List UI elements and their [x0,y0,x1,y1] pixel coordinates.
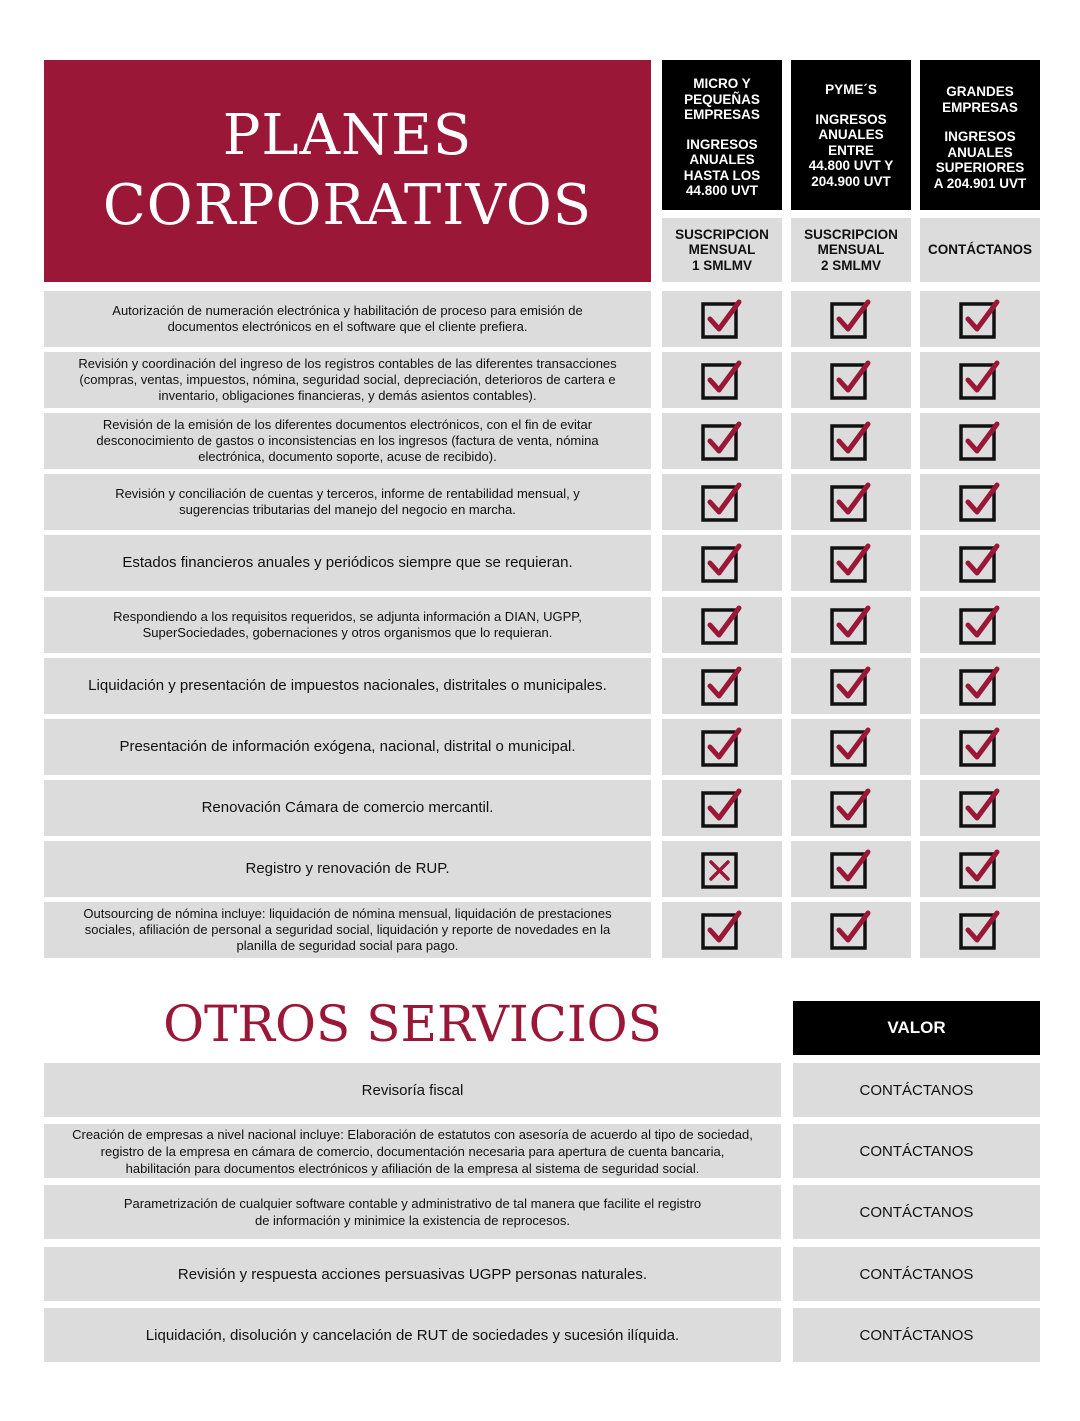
service-row [44,1247,781,1301]
checkbox-checked-icon [829,664,873,708]
feature-row [44,902,651,958]
plan-name-line: PYME´S [825,82,877,97]
feature-text-line: (compras, ventas, impuestos, nómina, seguridad social, depreciación, deterioros de cartera e [79,372,616,387]
checkbox-cross-icon [700,847,744,891]
plan-income-line: ANUALES ENTRE [818,127,884,158]
feature-row [44,291,651,347]
feature-row [44,535,651,591]
checkbox-checked-icon [700,419,744,463]
checkbox-checked-icon [829,297,873,341]
feature-text-line: Estados financieros anuales y periódicos siempre que se requieran. [122,554,573,571]
plan-income-line: 204.900 UVT [811,173,891,189]
checkbox-checked-icon [700,786,744,830]
feature-text-line: inventario, obligaciones financieras, y demás asientos contables). [158,388,537,403]
checkbox-checked-icon [958,847,1002,891]
checkbox-checked-icon [829,786,873,830]
feature-row [44,597,651,653]
feature-cell-c3 [920,413,1040,469]
feature-cell-c1 [662,352,782,408]
feature-cell-c1 [662,780,782,836]
feature-cell-c2 [791,902,911,958]
plan-income-line: ANUALES [689,152,755,167]
feature-cell-c3 [920,535,1040,591]
feature-row [44,780,651,836]
feature-text-line: sugerencias tributarias del manejo del negocio en marcha. [179,502,516,517]
checkbox-checked-icon [958,725,1002,769]
planes-title-box [44,60,651,282]
plan-income-line: INGRESOS [686,136,758,152]
plan-name-line: EMPRESAS [684,107,760,122]
service-text-line: registro de la empresa en cámara de comercio, documentación necesaria para apertura de cuenta bancaria, [100,1143,725,1159]
checkbox-checked-icon [829,541,873,585]
service-text-line: Revisoría fiscal [361,1081,464,1099]
plan-price-line: MENSUAL [817,242,885,258]
checkbox-checked-icon [700,603,744,647]
feature-cell-c3 [920,841,1040,897]
checkbox-checked-icon [958,297,1002,341]
feature-text-line: Outsourcing de nómina incluye: liquidación de nómina mensual, liquidación de prestaciones [83,906,612,921]
feature-cell-c2 [791,291,911,347]
feature-cell-c3 [920,780,1040,836]
plan-price-line: CONTÁCTANOS [928,242,1032,258]
feature-cell-c1 [662,413,782,469]
service-row [44,1063,781,1117]
service-text-line: de información y minimice la existencia de reprocesos. [254,1213,570,1228]
feature-cell-c3 [920,474,1040,530]
checkbox-checked-icon [829,480,873,524]
feature-text-line: sociales, afiliación de personal a seguridad social, liquidación y reporte de novedades en la [84,922,611,937]
checkbox-checked-icon [700,297,744,341]
feature-cell-c1 [662,658,782,714]
feature-cell-c2 [791,474,911,530]
service-text-line: Liquidación, disolución y cancelación de RUT de sociedades y sucesión ilíquida. [145,1326,680,1344]
feature-cell-c3 [920,352,1040,408]
plan-price-line: 1 SMLMV [691,257,752,273]
feature-cell-c3 [920,658,1040,714]
checkbox-checked-icon [829,847,873,891]
feature-cell-c1 [662,474,782,530]
feature-cell-c2 [791,597,911,653]
feature-text-line: Revisión de la emisión de los diferentes documentos electrónicos, con el fin de evitar [102,417,593,432]
checkbox-checked-icon [829,358,873,402]
service-value: CONTÁCTANOS [793,1124,1040,1178]
service-text-line: Parametrización de cualquier software contable y administrativo de tal manera que facilite el registro [123,1196,702,1211]
plan-price-line: SUSCRIPCION [675,226,769,242]
feature-row [44,474,651,530]
service-value: CONTÁCTANOS [793,1063,1040,1117]
plan-header-3 [920,60,1040,210]
feature-cell-c2 [791,780,911,836]
checkbox-checked-icon [700,725,744,769]
checkbox-checked-icon [958,541,1002,585]
feature-cell-c3 [920,902,1040,958]
checkbox-checked-icon [700,908,744,952]
plan-income-line: SUPERIORES [935,160,1025,175]
feature-text-line: Presentación de información exógena, nacional, distrital o municipal. [119,738,576,755]
feature-row [44,719,651,775]
feature-row [44,658,651,714]
feature-text-line: Autorización de numeración electrónica y habilitación de proceso para emisión de [112,303,583,318]
service-text-line: Revisión y respuesta acciones persuasivas UGPP personas naturales. [177,1265,648,1283]
feature-cell-c1 [662,902,782,958]
feature-cell-c1 [662,291,782,347]
feature-cell-c3 [920,597,1040,653]
checkbox-checked-icon [700,358,744,402]
plan-price-3 [920,218,1040,282]
plan-price-line: MENSUAL [688,242,756,258]
service-row [44,1124,781,1178]
plan-name-line: EMPRESAS [942,99,1018,115]
feature-text-line: planilla de seguridad social para pago. [236,938,459,953]
checkbox-checked-icon [829,908,873,952]
feature-cell-c1 [662,597,782,653]
feature-text-line: Revisión y conciliación de cuentas y terceros, informe de rentabilidad mensual, y [115,486,580,501]
page-title-line-2: CORPORATIVOS [102,173,593,238]
feature-cell-c3 [920,719,1040,775]
plan-income-line: 44.800 UVT [685,183,759,198]
checkbox-checked-icon [829,419,873,463]
checkbox-checked-icon [700,664,744,708]
feature-row [44,413,651,469]
feature-cell-c2 [791,658,911,714]
feature-cell-c1 [662,535,782,591]
feature-cell-c1 [662,719,782,775]
feature-text-line: Registro y renovación de RUP. [245,860,450,877]
feature-cell-c2 [791,352,911,408]
service-text-line: habilitación para documentos electrónicos y afiliación de la empresa al sistema de seguridad social. [125,1160,700,1176]
plan-income-line: A 204.901 UVT [933,175,1027,191]
feature-row [44,841,651,897]
plan-price-1 [662,218,782,282]
valor-header: VALOR [793,1001,1040,1055]
plan-income-line: INGRESOS [944,129,1016,144]
plan-name-line: MICRO Y [693,76,751,91]
plan-price-line: 2 SMLMV [820,257,881,273]
plan-income-line: INGRESOS [815,111,887,127]
feature-text-line: Liquidación y presentación de impuestos nacionales, distritales o municipales. [88,677,607,694]
feature-cell-c1 [662,841,782,897]
service-row [44,1185,781,1239]
feature-cell-c2 [791,413,911,469]
plan-price-line: SUSCRIPCION [804,226,898,242]
feature-text-line: SuperSociedades, gobernaciones y otros organismos que lo requieran. [142,625,553,640]
feature-text-line: Respondiendo a los requisitos requeridos, se adjunta información a DIAN, UGPP, [113,609,582,624]
plan-header-1 [662,60,782,210]
plan-income-line: ANUALES [947,144,1013,160]
feature-cell-c2 [791,841,911,897]
checkbox-checked-icon [829,725,873,769]
page-title-line-1: PLANES [222,103,473,168]
feature-text-line: documentos electrónicos en el software que el cliente prefiera. [167,319,528,334]
checkbox-checked-icon [958,786,1002,830]
feature-text-line: Revisión y coordinación del ingreso de los registros contables de las diferentes transacciones [78,356,617,371]
service-value: CONTÁCTANOS [793,1308,1040,1362]
feature-text-line: Renovación Cámara de comercio mercantil. [201,799,494,816]
service-text-line: Creación de empresas a nivel nacional incluye: Elaboración de estatutos con asesoría de acuerdo al tipo de sociedad, [72,1126,753,1142]
feature-cell-c3 [920,291,1040,347]
plan-name-line: GRANDES [946,84,1014,99]
feature-cell-c2 [791,535,911,591]
checkbox-checked-icon [958,603,1002,647]
checkbox-checked-icon [958,664,1002,708]
service-value: CONTÁCTANOS [793,1247,1040,1301]
plan-price-2 [791,218,911,282]
checkbox-checked-icon [958,358,1002,402]
checkbox-checked-icon [958,419,1002,463]
plan-income-line: 44.800 UVT Y [808,158,894,173]
plan-income-line: HASTA LOS [683,167,761,183]
feature-row [44,352,651,408]
checkbox-checked-icon [829,603,873,647]
feature-text-line: desconocimiento de gastos o inconsistencias en los ingresos (factura de venta, nómina [96,433,599,448]
checkbox-checked-icon [958,908,1002,952]
service-value: CONTÁCTANOS [793,1185,1040,1239]
checkbox-checked-icon [700,541,744,585]
feature-text-line: electrónica, documento soporte, acuse de recibido). [198,449,497,464]
otros-servicios-title: OTROS SERVICIOS [163,995,662,1053]
checkbox-checked-icon [700,480,744,524]
service-row [44,1308,781,1362]
plan-name-line: PEQUEÑAS [684,91,760,107]
checkbox-checked-icon [958,480,1002,524]
feature-cell-c2 [791,719,911,775]
plan-header-2 [791,60,911,210]
